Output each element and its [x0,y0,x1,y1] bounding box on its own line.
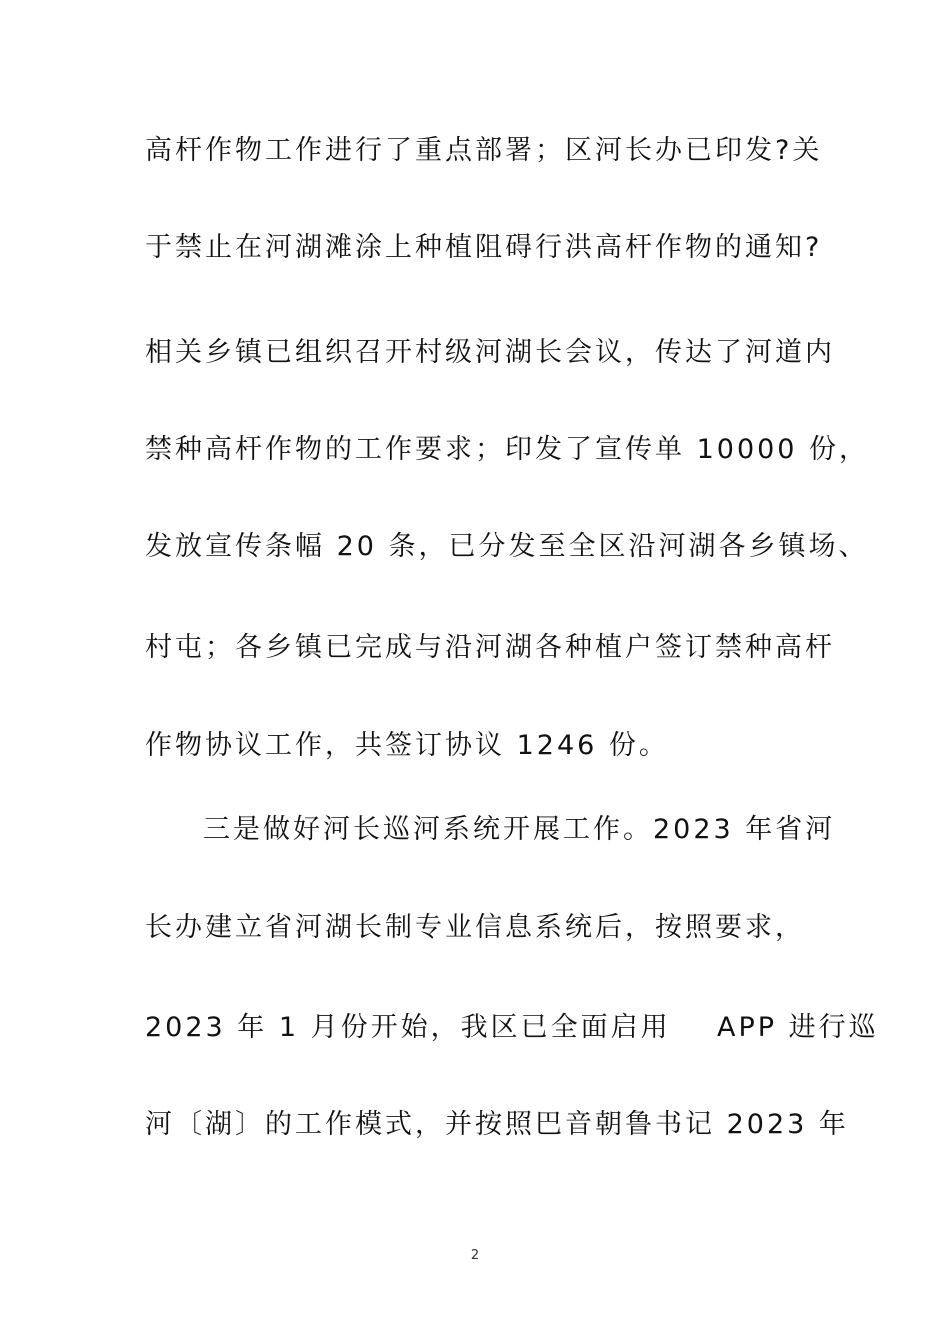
text-line: 禁种高杆作物的工作要求；印发了宣传单 10000 份， [145,434,870,465]
page-number: 2 [470,1248,480,1263]
text-line: 高杆作物工作进行了重点部署；区河长办已印发?关 [145,135,823,166]
text-line: 2023 年 1 月份开始，我区已全面启用 APP 进行巡 [145,1012,879,1043]
text-line: 作物协议工作，共签订协议 1246 份。 [145,730,669,761]
text-line: 长办建立省河湖长制专业信息系统后，按照要求， [145,912,805,943]
text-line: 于禁止在河湖滩涂上种植阻碍行洪高杆作物的通知? [145,232,823,263]
text-line: 发放宣传条幅 20 条，已分发至全区沿河湖各乡镇场、 [145,531,869,562]
paragraph-start-line: 三是做好河长巡河系统开展工作。2023 年省河 [203,814,836,845]
text-line: 村屯；各乡镇已完成与沿河湖各种植户签订禁种高杆 [145,632,835,663]
text-line: 河〔湖〕的工作模式，并按照巴音朝鲁书记 2023 年 [145,1109,849,1140]
text-line: 相关乡镇已组织召开村级河湖长会议，传达了河道内 [145,337,835,368]
